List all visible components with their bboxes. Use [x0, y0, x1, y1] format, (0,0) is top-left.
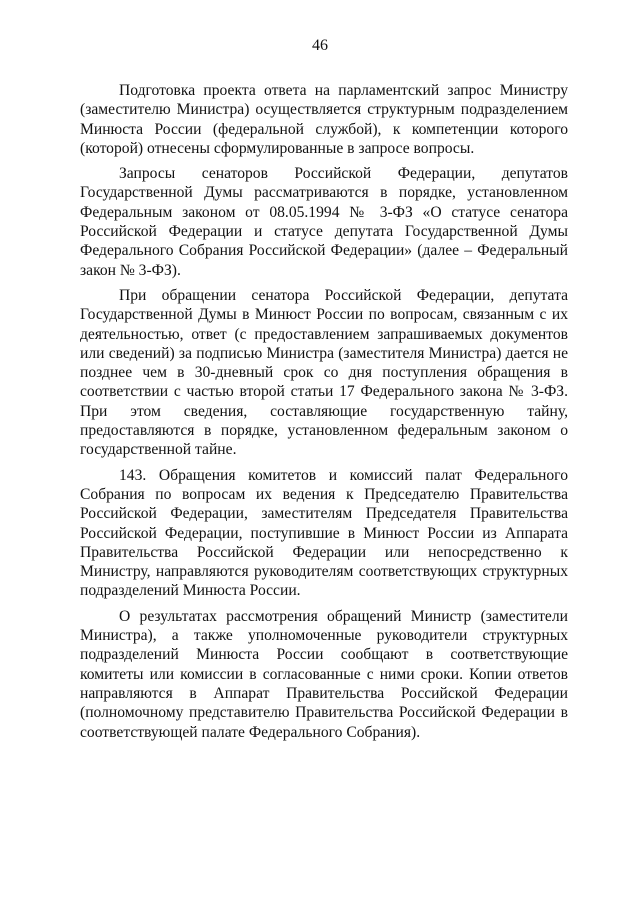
document-body — [80, 81, 568, 748]
paragraph-parliamentary-request-preparation: Подготовка проекта ответа на парламентский запрос Министру (заместителю Министра) осуществляется структурным подразделением Минюста России (федеральной службой), к компетенции которого (которой) отнесены сформулированные в запросе вопросы. — [80, 82, 568, 157]
paragraph-review-results: О результатах рассмотрения обращений Министр (заместители Министра), а также уполномоченные руководители структурных подразделений Минюста России сообщают в соответствующие комитеты или комиссии в согласованные с ними сроки. Копии ответов направляются в Аппарат Правительства Российской Федерации (полномочному представителю Правительства Российской Федерации в соответствующей палате Федерального Собрания). — [80, 607, 568, 741]
paragraph-senator-deputy-appeals: При обращении сенатора Российской Федерации, депутата Государственной Думы в Минюст России по вопросам, связанным с их деятельностью, ответ (с предоставлением запрашиваемых документов или сведений) за подписью Министра (заместителя Министра) дается не позднее чем в 30-дневный срок со дня поступления обращения в соответствии с частью второй статьи 17 Федерального закона № 3-ФЗ. При этом сведения, составляющие государственную тайну, предоставляются в порядке, установленном федеральным законом о государственной тайне. — [80, 286, 568, 459]
paragraph-senator-deputy-requests: Запросы сенаторов Российской Федерации, депутатов Государственной Думы рассматриваются в порядке, установленном Федеральным законом от 08.05.1994 № 3-ФЗ «О статусе сенатора Российской Федерации и статусе депутата Государственной Думы Федерального Собрания Российской Федерации» (далее – Федеральный закон № 3-ФЗ). — [80, 165, 568, 279]
page-number: 46 — [312, 37, 328, 54]
paragraph-item-143: 143. Обращения комитетов и комиссий палат Федерального Собрания по вопросам их ведения к Председателю Правительства Российской Федерации, заместителям Председателя Правительства Российской Федерации, поступившие в Минюст России из Аппарата Правительства Российской Федерации или непосредственно к Министру, направляются руководителям соответствующих структурных подразделений Минюста России. — [80, 466, 568, 600]
